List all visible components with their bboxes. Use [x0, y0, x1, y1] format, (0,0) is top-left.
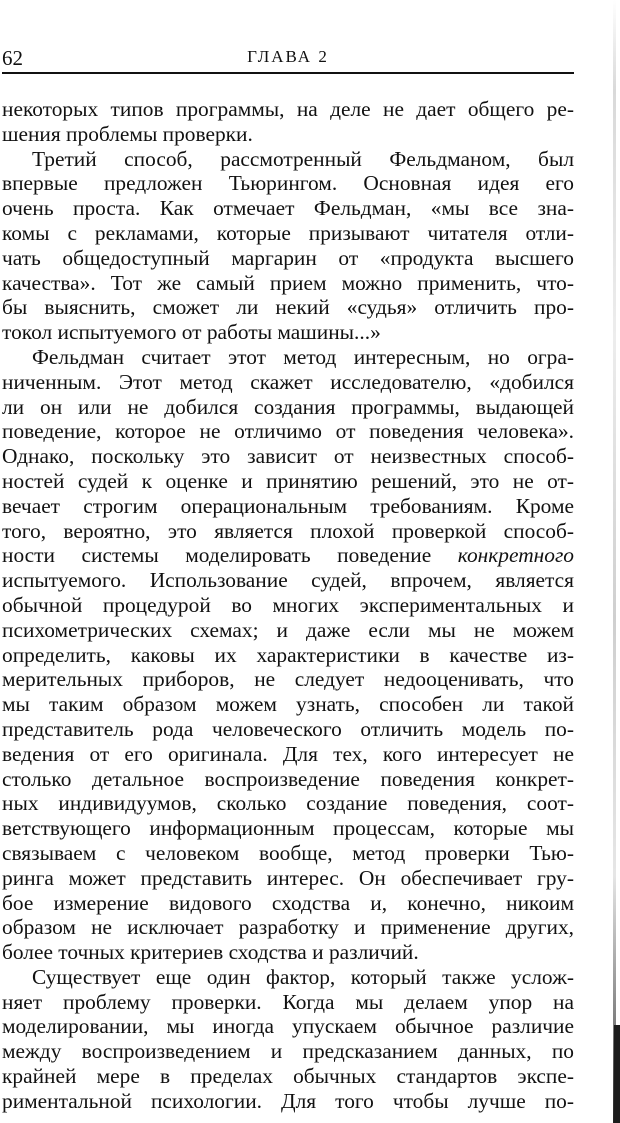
text-line: между воспроизведением и предсказанием данных, по: [2, 1039, 574, 1064]
text-line: поведение, которое не отличимо от поведения человека».: [2, 419, 574, 444]
text-line: мы таким образом можем узнать, способен ли такой: [2, 692, 574, 717]
text-line: ли он или не добился создания программы, выдающей: [2, 394, 574, 419]
text-line: обычной процедурой во многих экспериментальных и: [2, 592, 574, 617]
text-line: ниченным. Этот метод скажет исследователю, «добился: [2, 369, 574, 394]
text-line: риментальной психологии. Для того чтобы лучше по-: [2, 1088, 574, 1113]
text-line: бое измерение видового сходства и, конечно, никоим: [2, 890, 574, 915]
text-line: ведения от его оригинала. Для тех, кого интересует не: [2, 741, 574, 766]
text-line: того, вероятно, это является плохой проверкой способ-: [2, 518, 574, 543]
text-span: ности системы моделировать поведение: [2, 543, 458, 568]
text-line: моделировании, мы иногда упускаем обычное различие: [2, 1014, 574, 1039]
page-header: [2, 40, 574, 74]
text-line: психометрических схемах; и даже если мы не можем: [2, 617, 574, 642]
text-line: мерительных приборов, не следует недооценивать, что: [2, 667, 574, 692]
text-line: определить, каковы их характеристики в качестве из-: [2, 642, 574, 667]
text-line: связываем с человеком вообще, метод проверки Тью-: [2, 840, 574, 865]
text-line: шения проблемы проверки.: [2, 121, 253, 146]
paragraph-start-line: Фельдман считает этот метод интересным, но огра-: [32, 344, 574, 369]
page-binding-shadow: [614, 1025, 620, 1123]
text-line: ринга может представить интерес. Он обеспечивает гру-: [2, 865, 574, 890]
text-line: комы с рекламами, которые призывают читателя отли-: [2, 220, 574, 245]
text-line: ных индивидуумов, сколько создание поведения, соот-: [2, 791, 574, 816]
text-line: очень проста. Как отмечает Фельдман, «мы все зна-: [2, 196, 574, 221]
text-line: более точных критериев сходства и различий.: [2, 940, 419, 965]
text-line: чать общедоступный маргарин от «продукта высшего: [2, 245, 574, 270]
text-line: впервые предложен Тьюрингом. Основная идея его: [2, 171, 574, 196]
body-text: [2, 97, 574, 1114]
page-binding-edge: [613, 0, 616, 1123]
text-line: Однако, поскольку это зависит от неизвестных способ-: [2, 444, 574, 469]
italic-emphasis: конкретного: [457, 543, 574, 568]
running-head: ГЛАВА 2: [247, 47, 329, 66]
text-line: испытуемого. Использование судей, впрочем, является: [2, 568, 574, 593]
text-line: ностей судей к оценке и принятию решений, это не от-: [2, 468, 574, 493]
paragraph-start-line: Существует еще один фактор, который также услож-: [32, 964, 574, 989]
text-line: качества». Тот же самый прием можно применить, что-: [2, 270, 574, 295]
text-line: бы выяснить, сможет ли некий «судья» отличить про-: [2, 295, 574, 320]
text-line: токол испытуемого от работы машины...»: [2, 320, 381, 345]
text-line: вечает строгим операциональным требованиям. Кроме: [2, 493, 574, 518]
text-line: некоторых типов программы, на деле не дает общего ре-: [2, 97, 574, 121]
text-line: представитель рода человеческого отличить модель по-: [2, 716, 574, 741]
text-line: ветствующего информационным процессам, которые мы: [2, 816, 574, 841]
text-line: образом не исключает разработку и применение других,: [2, 915, 574, 940]
text-line: [2, 543, 574, 568]
text-line: няет проблему проверки. Когда мы делаем упор на: [2, 989, 574, 1014]
page-number: 62: [2, 46, 23, 70]
text-line: столько детальное воспроизведение поведения конкрет-: [2, 766, 574, 791]
text-line: крайней мере в пределах обычных стандартов экспе-: [2, 1064, 574, 1089]
paragraph-start-line: Третий способ, рассмотренный Фельдманом, был: [32, 146, 574, 171]
